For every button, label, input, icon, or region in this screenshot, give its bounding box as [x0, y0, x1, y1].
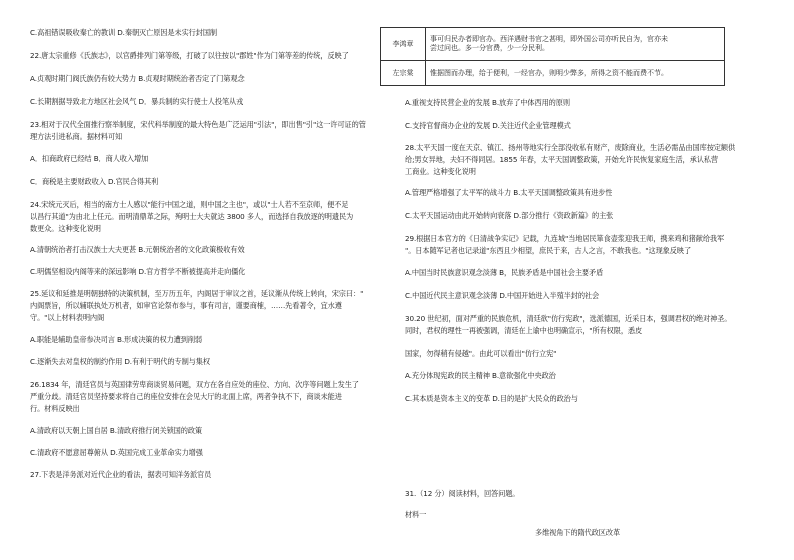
option-line: C.明儒坚相设内阁等来的深远影响 D.官方哲学不断被提高并走向僵化 — [30, 267, 246, 276]
table-cell-line: 惟据图而办理，给于便利，一经官办，则明少弊多，所得之资不能而费不节。 — [430, 68, 668, 77]
question-27-stem: 27.下表是洋务派对近代企业的看法，据表可知洋务派官员 — [30, 470, 212, 479]
table-cell-text — [426, 28, 725, 61]
question-24-stem-cont: 数更众。这种变化说明 — [30, 224, 101, 233]
table-row — [381, 28, 725, 61]
table-row — [381, 61, 725, 86]
question-28-stem-cont: 给;男女异地，夫妇不得同居。1855 年春，太平天国调整政策，开始允许民恢复家庭生活，承认私营 — [405, 155, 718, 164]
question-26-stem-cont: 严重分歧。清廷官员坚持要求将自己的座位安排在会见大厅的北面上席，两者争执不下，商谈未能进 — [30, 392, 342, 401]
question-29-stem-cont: "。日本随军记者也记录道"东西且少相望，庶民于来，古人之言，不敢我也。"这现象反映了 — [405, 246, 692, 255]
option-line: A.职能是辅助皇帝参决司言 B.形成决策的权力遭到削弱 — [30, 335, 203, 344]
question-24-stem-cont: 以昌行其道"为由北上任元。而明清鼎革之际，殉明士大夫就达 3800 多人，而选择自我放逐的明遗民为 — [30, 212, 354, 221]
option-line: A.清政府以天朝上国自居 B.清政府推行闭关锁国的政策 — [30, 426, 203, 435]
material-title: 多维视角下的隋代政区改革 — [535, 528, 621, 537]
table-cell-line: 尝过问也。多一分官费，少一分民利。 — [430, 44, 549, 52]
material-table — [380, 27, 725, 86]
option-line: C.清政府不愿意屈尊俯从 D.英国完成工业革命实力增强 — [30, 448, 203, 457]
option-line: C.太平天国运动由此开始转向衰落 D.部分推行《资政新篇》的主张 — [405, 211, 614, 220]
question-25-stem: 25.延议和延推是明朝独特的决策机制，至万历五年，内阁居于审议之首，延议渐从传统上转向，宋宗曰：" — [30, 289, 364, 298]
option-line: A.重视支持民营企业的发展 B.放弃了中体西用的原则 — [405, 98, 570, 107]
question-23-stem: 23.相对于汉代全面推行察举制度，宋代科举制度的最大特色是广泛运用"引法"，即出售"引"这一许可证的管 — [30, 120, 366, 129]
option-line: C.长期割据导致北方地区社会风气 D．暴兵制的实行使士人投笔从戎 — [30, 97, 244, 106]
question-28-stem: 28.太平天国一度在天京、镇江、扬州等地实行全部没收私有财产，废除商业，生活必需品由国库按定额供 — [405, 143, 736, 152]
option-line: C.逐渐失去对皇权的制约作用 D.有利于明代的专制与集权 — [30, 357, 210, 366]
question-30-stem-cont: 国家，勿得稍有侵越"。由此可以看出"仿行立宪" — [405, 349, 557, 358]
question-30-stem-cont: 同时，君权的理性一再被强调，清廷在上谕中也明确宣示，"所有权限，悉皮 — [405, 326, 643, 335]
material-label: 材料一 — [405, 510, 427, 519]
table-cell-name: 左宗棠 — [381, 61, 426, 86]
option-line: A.中国当时民族意识观念淡薄 B，民族矛盾是中国社会主要矛盾 — [405, 268, 604, 277]
option-line: C.支持官督商办企业的发展 D.关注近代企业管理模式 — [405, 121, 571, 130]
question-26-stem: 26.1834 年，清廷官员与英国律劳卑商谈贸易问题，双方在各自应处的座位、方向、次序等问题上发生了 — [30, 380, 359, 389]
option-line: C.高祖错误吸收秦亡的教训 D.秦朝灭亡原因是未实行封国制 — [30, 28, 218, 37]
question-23-stem-cont: 理方法引进私商。据材料可知 — [30, 132, 123, 141]
question-30-stem: 30.20 世纪初，面对严重的民族危机，清廷欲"仿行宪政"，选派德国，近采日本，强调君权的绝对神圣。 — [405, 314, 732, 323]
table-cell-name: 李鸿章 — [381, 28, 426, 61]
question-25-stem-cont: 守。"以上材料表明内阁 — [30, 313, 105, 322]
option-line: A．扣商政府已经结 B．商人收入增加 — [30, 154, 149, 163]
table-cell-line: 事可归民办者即官办。西洋遇财书官之甚明，即外国公司亦听民自为，官亦未 — [430, 35, 668, 43]
question-26-stem-cont: 行。材料反映出 — [30, 404, 80, 413]
option-line: A.贞观时期门阀氏族仍有较大势力 B.贞观时期统治者否定了门第观念 — [30, 74, 245, 83]
option-line: A.清朝统治者打击汉族士大夫更甚 B.元朝统治者的文化政策极收有效 — [30, 245, 245, 254]
question-24-stem: 24.宋统元灭后，相当的南方士人感以"能行中国之道，则中国之主也"，或以"士人若不至京师，便不足 — [30, 200, 349, 209]
question-28-stem-cont: 工商业。这种变化说明 — [405, 167, 476, 176]
question-22-stem: 22.唐太宗重修《氏族志》，以官爵排列门第等级，打破了以往按以"郡姓"作为门第等差的传统，反映了 — [30, 51, 349, 60]
question-29-stem: 29.根据日本官方的《日清战争实记》记载，九连城"当地居民箪食壶浆迎我王师，携来鸡和猪献给我军 — [405, 234, 725, 243]
option-line: C.其本质是资本主义的变革 D.目的是扩大民众的政治与 — [405, 394, 578, 403]
option-line: C．商税是主要财政收入 D.官民合得其利 — [30, 177, 159, 186]
option-line: A.充分体现宪政的民主精神 B.意欲强化中央政治 — [405, 371, 556, 380]
question-31-stem: 31.（12 分）阅读材料，回答问题。 — [405, 489, 520, 498]
option-line: A.管理严格增强了太平军的战斗力 B.太平天国调整政策具有进步性 — [405, 188, 613, 197]
option-line: C.中国近代民主意识观念淡薄 D.中国开始进入半殖半封的社会 — [405, 291, 600, 300]
question-25-stem-cont: 内阁票旨，所以辅联执处万机者，如审官论祭布参与，事有司言，谨要商榷，……先看著令，宜水遵 — [30, 301, 342, 310]
table-cell-text — [426, 61, 725, 86]
